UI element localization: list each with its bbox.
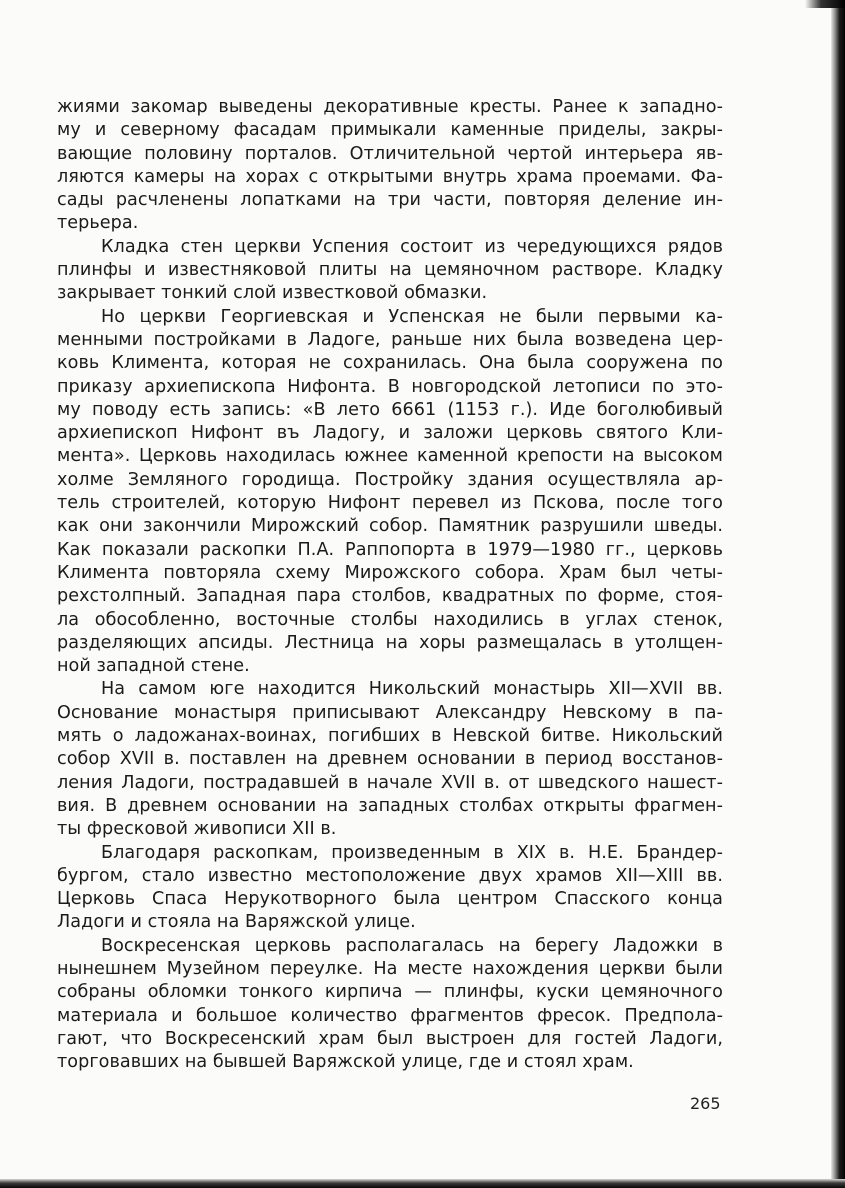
- paragraph: [57, 96, 723, 236]
- text-line: собор XVII в. поставлен на древнем основании в период восстанов-: [57, 749, 723, 770]
- text-line: Основание монастыря приписывают Александру Невскому в па-: [57, 702, 723, 723]
- text-line: сады расчленены лопатками на три части, повторяя деление ин-: [57, 190, 723, 211]
- paragraph: [57, 678, 723, 841]
- text-line: вающие половину порталов. Отличительной чертой интерьера яв-: [57, 143, 723, 164]
- text-line: менными постройками в Ладоге, раньше них была возведена цер-: [57, 329, 723, 350]
- scan-edge-corner: [805, 0, 845, 8]
- text-line: ковь Климента, которая не сохранилась. Она была сооружена по: [57, 353, 723, 374]
- text-line: плинфы и известняковой плиты на цемяночном растворе. Кладку: [57, 260, 723, 281]
- scan-edge-right: [831, 0, 845, 1188]
- text-line: жиями закомар выведены декоративные кресты. Ранее к западно-: [57, 97, 723, 117]
- text-line: ляются камеры на хорах с открытыми внутрь храма проемами. Фа-: [57, 166, 723, 187]
- text-line: ла обособленно, восточные столбы находились в углах стенок,: [57, 609, 723, 630]
- text-line: разделяющих апсиды. Лестница на хоры размещалась в утолщен-: [57, 632, 723, 653]
- text-line: ты фресковой живописи XII в.: [57, 819, 337, 840]
- text-line: Ладоги и стояла на Варяжской улице.: [57, 912, 416, 933]
- text-line: ной западной стене.: [57, 656, 250, 677]
- text-line: торговавших на бывшей Варяжской улице, где и стоял храм.: [57, 1052, 634, 1073]
- scan-edge-bottom: [0, 1179, 845, 1188]
- text-line: тель строителей, которую Нифонт перевел из Пскова, после того: [57, 493, 723, 514]
- paragraph: [57, 842, 723, 935]
- text-line: закрывает тонкий слой известковой обмазки.: [57, 283, 488, 304]
- text-line: гают, что Воскресенский храм был выстроен для гостей Ладоги,: [57, 1028, 723, 1049]
- paragraph: [57, 306, 723, 679]
- text-line: Церковь Спаса Нерукотворного была центром Спасского конца: [57, 889, 723, 910]
- text-line: рехстолпный. Западная пара столбов, квадратных по форме, стоя-: [57, 586, 723, 607]
- paragraph: [57, 935, 723, 1075]
- page-number: 265: [690, 1094, 721, 1113]
- text-line: бургом, стало известно местоположение двух храмов XII—XIII вв.: [57, 865, 723, 886]
- body-text: [57, 96, 723, 1074]
- text-line: как они закончили Мирожский собор. Памятник разрушили шведы.: [57, 516, 723, 537]
- text-line: му и северному фасадам примыкали каменные приделы, закры-: [57, 120, 723, 141]
- paragraph: [57, 236, 723, 306]
- text-line: холме Земляного городища. Постройку здания осуществляла ар-: [57, 469, 723, 490]
- text-line: нынешнем Музейном переулке. На месте нахождения церкви были: [57, 958, 723, 979]
- text-line: Как показали раскопки П.А. Раппопорта в 1979—1980 гг., церковь: [57, 539, 723, 560]
- text-line: мять о ладожанах-воинах, погибших в Невской битве. Никольский: [57, 726, 723, 747]
- text-line: Благодаря раскопкам, произведенным в XIX в. Н.Е. Брандер-: [101, 842, 723, 863]
- text-line: архиепископ Нифонт въ Ладогу, и заложи церковь святого Кли-: [57, 423, 723, 444]
- text-line: приказу архиепископа Нифонта. В новгородской летописи по это-: [57, 376, 723, 397]
- text-line: На самом юге находится Никольский монастырь XII—XVII вв.: [101, 679, 723, 700]
- text-line: Кладка стен церкви Успения состоит из чередующихся рядов: [101, 236, 723, 257]
- text-line: Воскресенская церковь располагалась на берегу Ладожки в: [101, 935, 723, 956]
- text-line: Но церкви Георгиевская и Успенская не были первыми ка-: [101, 306, 723, 327]
- text-line: материала и большое количество фрагментов фресок. Предпола-: [57, 1005, 723, 1026]
- text-line: собраны обломки тонкого кирпича — плинфы, куски цемяночного: [57, 982, 723, 1003]
- text-line: терьера.: [57, 213, 139, 234]
- text-line: му поводу есть запись: «В лето 6661 (1153 г.). Иде боголюбивый: [57, 399, 723, 420]
- text-line: вия. В древнем основании на западных столбах открыты фрагмен-: [57, 795, 723, 816]
- text-line: ления Ладоги, пострадавшей в начале XVII в. от шведского нашест-: [57, 772, 723, 793]
- text-line: мента». Церковь находилась южнее каменной крепости на высоком: [57, 446, 723, 467]
- text-line: Климента повторяла схему Мирожского собора. Храм был четы-: [57, 562, 723, 583]
